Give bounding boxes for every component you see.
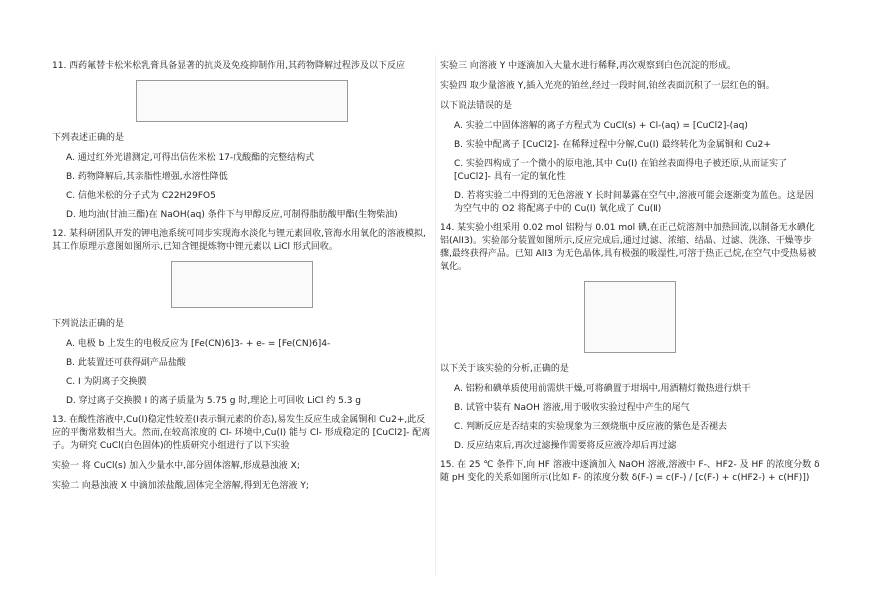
- option-11-b: B. 药物降解后,其亲脂性增强,水溶性降低: [66, 172, 228, 182]
- option-14-d: D. 反应结束后,再次过滤操作需要将反应液冷却后再过滤: [454, 441, 677, 451]
- experiment-3: 实验三 向溶液 Y 中逐滴加入大量水进行稀释,再次观察到白色沉淀的形成。: [440, 61, 736, 71]
- option-13-b: B. 实验中配离子 [CuCl2]- 在稀释过程中分解,Cu(Ⅰ) 最终转化为金属铜和 Cu2+: [454, 140, 771, 150]
- option-14-a: A. 铝粉和碘单质使用前需烘干燥,可将碘置于坩埚中,用酒精灯微热进行烘干: [454, 384, 751, 394]
- battery-diagram: [171, 261, 313, 308]
- question-12-note: 下列说法正确的是: [52, 319, 125, 329]
- experiment-1: 实验一 将 CuCl(s) 加入少量水中,部分固体溶解,形成悬浊液 X;: [52, 461, 300, 471]
- option-14-b: B. 试管中装有 NaOH 溶液,用于吸收实验过程中产生的尾气: [454, 403, 690, 413]
- option-13-d: D. 若将实验二中得到的无色溶液 Y 长时间暴露在空气中,溶液可能会逐渐变为蓝色。这是因为空气中的 O2 将配离子中的 Cu(Ⅰ) 氧化成了 Cu(Ⅱ): [454, 191, 814, 214]
- question-14-note: 以下关于该实验的分析,正确的是: [440, 364, 569, 374]
- apparatus-diagram: [584, 281, 676, 353]
- option-11-d: D. 地均油(甘油三酯)在 NaOH(aq) 条件下与甲醇反应,可制得脂肪酸甲酯(生物柴油): [66, 210, 398, 220]
- experiment-4: 实验四 取少量溶液 Y,插入光亮的铂丝,经过一段时间,铂丝表面沉积了一层红色的铜。: [440, 81, 775, 91]
- reaction-figure: [136, 80, 348, 122]
- option-12-d: D. 穿过离子交换膜 Ⅰ 的离子质量为 5.75 g 时,理论上可回收 LiCl 约 5.3 g: [66, 396, 361, 406]
- option-11-a: A. 通过红外光谱测定,可得出信佐米松 17-戊酸酯的完整结构式: [66, 153, 315, 163]
- experiment-2: 实验二 向悬浊液 X 中滴加浓盐酸,固体完全溶解,得到无色溶液 Y;: [52, 481, 309, 491]
- option-13-a: A. 实验二中固体溶解的离子方程式为 CuCl(s) + Cl-(aq) = [CuCl2]-(aq): [454, 121, 748, 131]
- question-11: 11. 西药氟替卡松米松乳膏具备显著的抗炎及免疫抑制作用,其药物降解过程涉及以下反应: [52, 61, 406, 71]
- option-12-c: C. Ⅰ 为阴离子交换膜: [66, 377, 147, 387]
- question-12: 12. 某科研团队开发的钾电池系统可同步实现海水淡化与锂元素回收,管海水用氧化的溶液模拟,其工作原理示意图如图所示,已知含锂提炼物中锂元素以 LiCl 形式回收。: [52, 229, 426, 252]
- question-15: 15. 在 25 ℃ 条件下,向 HF 溶液中逐滴加入 NaOH 溶液,溶液中 F-、HF2- 及 HF 的浓度分数 δ 随 pH 变化的关系如图所示(比如 F- 的浓度分数 δ(F-) = c(F-) / [c(F-) + c(HF2-) + c(HF)]): [440, 460, 820, 483]
- question-13-note: 以下说法错误的是: [440, 101, 513, 111]
- question-13: 13. 在酸性溶液中,Cu(Ⅰ)稳定性较差(Ⅰ表示铜元素的价态),易发生反应生成金属铜和 Cu2+,此反应的平衡常数相当大。然而,在较高浓度的 Cl- 环境中,Cu(Ⅰ) 能与 Cl- 形成稳定的 [CuCl2]- 配离子。为研究 CuCl(白色固体)的性质研究小组进行了以下实验: [52, 415, 431, 451]
- option-12-a: A. 电极 b 上发生的电极反应为 [Fe(CN)6]3- + e- = [Fe(CN)6]4-: [66, 339, 331, 349]
- question-14: 14. 某实验小组采用 0.02 mol 铝粉与 0.01 mol 碘,在正己烷溶剂中加热回流,以制备无水碘化铝(AlI3)。实验部分装置如图所示,反应完成后,通过过滤、浓缩、结晶、过滤、洗涤、干燥等步骤,最终获得产品。已知 AlI3 为无色晶体,具有极强的吸湿性,可溶于热正己烷,在空气中受热易被氧化。: [440, 223, 817, 272]
- option-12-b: B. 此装置还可获得副产品盐酸: [66, 358, 186, 368]
- question-11-note: 下列表述正确的是: [52, 133, 125, 143]
- option-14-c: C. 判断反应是否结束的实验现象为三颈烧瓶中反应液的紫色是否褪去: [454, 422, 728, 432]
- column-divider: [435, 55, 436, 575]
- right-column: [440, 60, 820, 492]
- left-column: [52, 60, 432, 500]
- option-13-c: C. 实验四构成了一个微小的原电池,其中 Cu(Ⅰ) 在铂丝表面得电子被还原,从而证实了 [CuCl2]- 具有一定的氧化性: [454, 159, 788, 182]
- option-11-c: C. 信他米松的分子式为 C22H29FO5: [66, 191, 216, 201]
